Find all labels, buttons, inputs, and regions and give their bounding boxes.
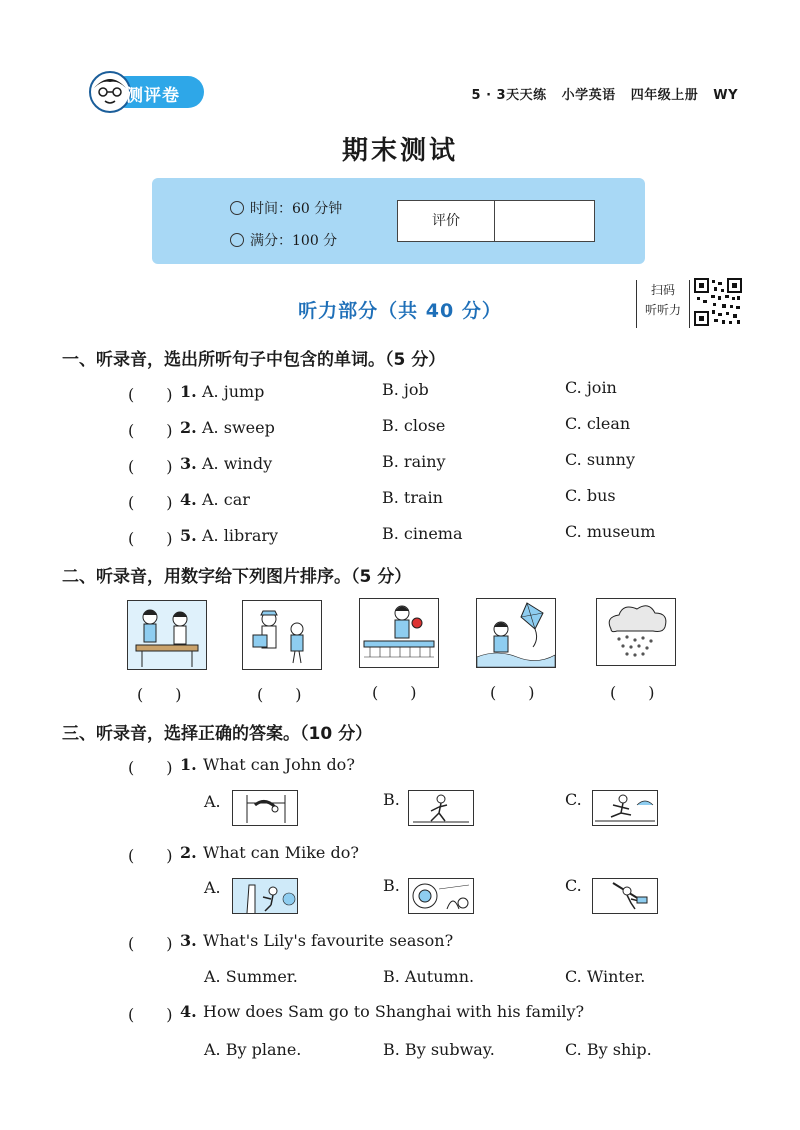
option-b-drawing-picture (408, 878, 474, 914)
clock-icon (230, 201, 244, 215)
answer-blank[interactable]: ( ) (128, 934, 173, 953)
option-b: B. Autumn. (383, 967, 475, 986)
qr-code-block[interactable] (636, 276, 746, 332)
option-b-running-picture (408, 790, 474, 826)
picture-ping-pong (359, 598, 439, 668)
series-name: 5 · 3天天练 (471, 88, 547, 103)
answer-blank[interactable]: ( ) (128, 529, 173, 548)
qr-label-line2: 听听力 (644, 303, 681, 317)
option-a-label: A. (204, 792, 221, 811)
page-title: 期末测试 (341, 136, 458, 166)
answer-blank[interactable]: ( ) (128, 385, 173, 404)
edition: WY (713, 88, 738, 103)
book-series-info (462, 84, 738, 103)
option-a-label: A. (204, 878, 221, 897)
picture-order-blank-4[interactable]: ( ) (490, 683, 535, 702)
option-b: B. train (382, 488, 443, 507)
part3-heading: 三、听录音，选择正确的答案。（10 分） (62, 724, 373, 744)
score-text: 满分：100 分 (250, 233, 338, 249)
option-c: C. museum (565, 522, 656, 541)
answer-blank[interactable]: ( ) (128, 457, 173, 476)
option-b-label: B. (383, 876, 400, 895)
option-c: C. By ship. (565, 1040, 652, 1059)
picture-family-travel (242, 600, 322, 670)
listening-section-title: 听力部分（共 40 分） (298, 300, 502, 322)
option-b: B. rainy (382, 452, 446, 471)
answer-blank[interactable]: ( ) (128, 846, 173, 865)
question-number: 1. (180, 755, 197, 774)
question-number: 2. (180, 843, 197, 862)
option-a: A. sweep (202, 418, 275, 437)
grade: 四年级上册 (630, 88, 699, 103)
badge-label: 测评卷 (126, 86, 180, 106)
evaluation-box[interactable] (397, 200, 595, 242)
option-c: C. bus (565, 486, 616, 505)
time-text: 时间：60 分钟 (250, 201, 343, 217)
answer-blank[interactable]: ( ) (128, 493, 173, 512)
picture-girls-cooking (127, 600, 207, 670)
time-line (230, 198, 342, 218)
option-c: C. sunny (565, 450, 636, 469)
picture-order-blank-1[interactable]: ( ) (137, 685, 182, 704)
option-a: A. windy (202, 454, 273, 473)
score-line (230, 230, 337, 250)
picture-order-blank-5[interactable]: ( ) (610, 683, 655, 702)
qr-label (636, 280, 690, 328)
part1-heading: 一、听录音，选出所听句子中包含的单词。（5 分） (62, 350, 446, 370)
option-a: A. library (202, 526, 279, 545)
option-c: C. Winter. (565, 967, 646, 986)
option-a: A. car (202, 490, 250, 509)
option-a-climbing-tree-picture (232, 878, 298, 914)
answer-blank[interactable]: ( ) (128, 758, 173, 777)
question-number: 3. (180, 931, 197, 950)
question-number: 2. (180, 418, 197, 437)
picture-rainy-cloud (596, 598, 676, 666)
option-a: A. Summer. (204, 967, 298, 986)
question-number: 3. (180, 454, 197, 473)
picture-order-blank-3[interactable]: ( ) (372, 683, 417, 702)
question-number: 1. (180, 382, 197, 401)
section-badge (88, 70, 204, 114)
option-b: B. By subway. (383, 1040, 495, 1059)
qr-label-line1: 扫码 (650, 283, 675, 297)
question-number: 4. (180, 1002, 197, 1021)
evaluation-label: 评价 (398, 201, 495, 241)
picture-order-blank-2[interactable]: ( ) (257, 685, 302, 704)
answer-blank[interactable]: ( ) (128, 421, 173, 440)
part2-heading: 二、听录音，用数字给下列图片排序。（5 分） (62, 567, 412, 587)
option-a-high-jump-picture (232, 790, 298, 826)
option-c: C. clean (565, 414, 631, 433)
option-a: A. By plane. (204, 1040, 302, 1059)
option-c-label: C. (565, 876, 582, 895)
exam-info-box (152, 178, 645, 264)
check-icon (230, 233, 244, 247)
option-c-swinging-picture (592, 878, 658, 914)
question-text: What's Lily's favourite season? (203, 931, 454, 950)
option-b: B. job (382, 380, 429, 399)
question-number: 4. (180, 490, 197, 509)
option-a: A. jump (202, 382, 265, 401)
option-c: C. join (565, 378, 617, 397)
question-text: What can John do? (203, 755, 355, 774)
qr-code-icon[interactable] (694, 278, 742, 326)
answer-blank[interactable]: ( ) (128, 1005, 173, 1024)
option-b: B. cinema (382, 524, 463, 543)
option-c-long-jump-picture (592, 790, 658, 826)
option-b-label: B. (383, 790, 400, 809)
question-text: How does Sam go to Shanghai with his family? (203, 1002, 585, 1021)
picture-flying-kite (476, 598, 556, 668)
question-text: What can Mike do? (203, 843, 359, 862)
question-number: 5. (180, 526, 197, 545)
subject: 小学英语 (561, 88, 616, 103)
option-c-label: C. (565, 790, 582, 809)
option-b: B. close (382, 416, 446, 435)
